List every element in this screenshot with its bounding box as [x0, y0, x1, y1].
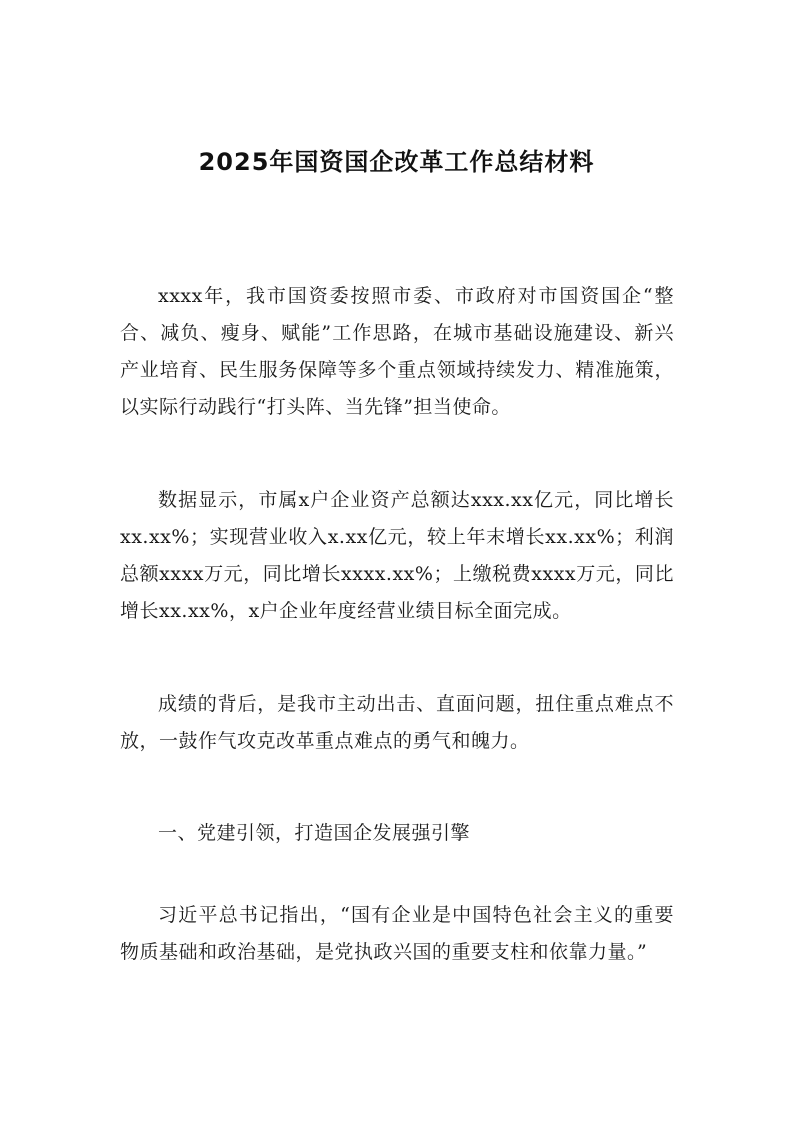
- paragraph-intro: xxxx年，我市国资委按照市委、市政府对市国资国企“整合、减负、瘦身、赋能”工作思路，在城市基础设施建设、新兴产业培育、民生服务保障等多个重点领域持续发力、精准施策，以实际行动践行“打头阵、当先锋”担当使命。: [120, 285, 674, 418]
- paragraph-data: 数据显示，市属x户企业资产总额达xxx.xx亿元，同比增长xx.xx%；实现营业收入x.xx亿元，较上年末增长xx.xx%；利润总额xxxx万元，同比增长xxxx.xx%；上缴税费xxxx万元，同比增长xx.xx%，x户企业年度经营业绩目标全面完成。: [120, 489, 674, 622]
- paragraph-achievement: 成绩的背后，是我市主动出击、直面问题，扭住重点难点不放，一鼓作气攻克改革重点难点的勇气和魄力。: [120, 693, 674, 752]
- section-heading-1: 一、党建引领，打造国企发展强引擎: [158, 822, 471, 844]
- paragraph-quote: 习近平总书记指出，“国有企业是中国特色社会主义的重要物质基础和政治基础，是党执政兴国的重要支柱和依靠力量。”: [120, 904, 674, 963]
- document-title: 2025年国资国企改革工作总结材料: [198, 148, 595, 177]
